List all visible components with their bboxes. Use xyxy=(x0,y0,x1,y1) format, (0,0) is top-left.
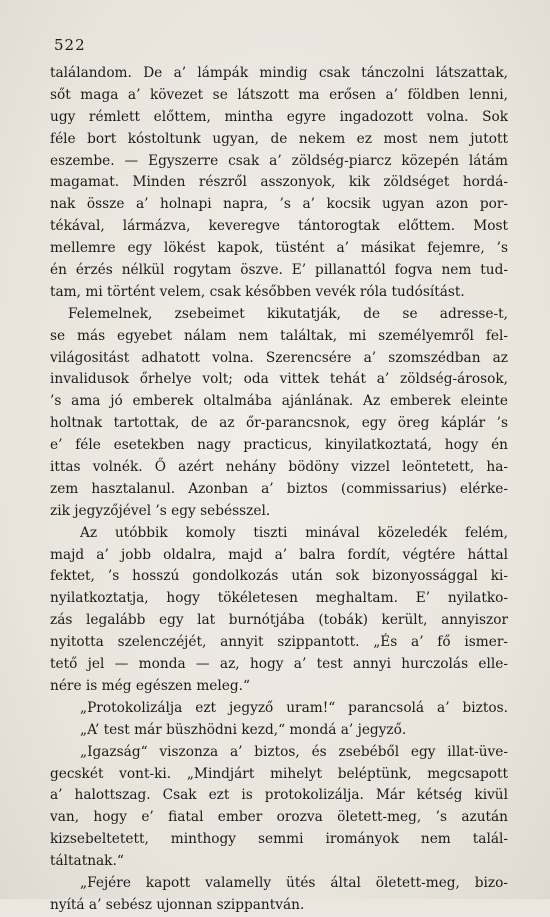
text-line: zás legalább egy lat burnótjába (tobák) került, annyiszor xyxy=(50,612,508,629)
text-line: zik jegyzőjével ’s egy sebésszel. xyxy=(50,502,271,519)
text-line: tam, mi történt velem, csak későbben vevék róla tudósítást. xyxy=(50,283,465,300)
text-line: ittas volnék. Ő azért nehány bödöny vizzel leöntetett, ha- xyxy=(50,459,508,476)
text-line: fektet, ’s hosszú gondolkozás után sok bizonyossággal ki- xyxy=(50,568,508,585)
text-line: „Protokolizálja ezt jegyző uram!“ parancsolá a’ biztos. xyxy=(80,699,508,716)
text-line: tékával, lármázva, keveregve tántorogtak előttem. Most xyxy=(50,218,508,235)
text-line: a’ halottszag. Csak ezt is protokolizálja. Már kétség kivül xyxy=(50,787,508,804)
text-line: invalidusok őrhelye volt; oda vittek tehát a’ zöldség-árosok, xyxy=(50,371,508,388)
text-line: kizsebeltetett, minthogy semmi irományok nem talál- xyxy=(50,831,508,848)
text-line: találandom. De a’ lámpák mindig csak tánczolni látszattak, xyxy=(50,65,508,81)
text-line: „A’ test már büszhödni kezd,“ mondá a’ jegyző. xyxy=(80,721,407,738)
text-line: nére is még egészen meleg.“ xyxy=(50,677,250,694)
text-line: „Igazság“ viszonza a’ biztos, és zsebéből egy illat-üve- xyxy=(80,743,508,760)
text-line: nyilatkoztatja, hogy tökéletesen meghaltam. E’ nyilatko- xyxy=(50,590,508,607)
text-line: van, hogy e’ fiatal ember orozva öletett-meg, ’s azután xyxy=(50,809,508,826)
text-line: „Fejére kapott valamelly ütés által öletett-meg, bizo- xyxy=(80,874,508,891)
text-line: tető jel — monda — az, hogy a’ test annyi hurczolás elle- xyxy=(50,656,508,673)
text-line: féle bort kóstoltunk ugyan, de nekem ez most nem jutott xyxy=(50,130,508,147)
text-line: majd a’ jobb oldalra, majd a’ balra fordít, végtére háttal xyxy=(50,546,508,563)
text-line: eszembe. — Egyszerre csak a’ zöldség-piarcz közepén látám xyxy=(50,152,508,169)
text-line: magamat. Minden részről asszonyok, kik zöldséget hordá- xyxy=(50,174,508,191)
text-line: Az utóbbik komoly tiszti minával közeledék felém, xyxy=(80,524,508,541)
text-line: ugy rémlett előttem, mintha egyre ingadozott volna. Sok xyxy=(50,108,508,125)
text-line: nyitotta szelenczéjét, annyit szippantott. „És a’ fő ismer- xyxy=(50,634,508,651)
text-line: Felemelnek, zsebeimet kikutatják, de se adresse-t, xyxy=(68,305,508,322)
text-line: mellemre egy lökést kapok, tüstént a’ másikat fejemre, ’s xyxy=(50,240,508,257)
text-line: holtnak tartottak, de az őr-parancsnok, egy öreg káplár ’s xyxy=(50,415,508,432)
text-line: nyítá a’ sebész ujonnan szippantván. xyxy=(50,896,305,913)
text-line: e’ féle esetekben nagy practicus, kinyilatkoztatá, hogy én xyxy=(50,437,508,454)
text-line: táltatnak.“ xyxy=(50,853,124,870)
text-line: nak össze a’ holnapi napra, ’s a’ kocsik ugyan azon por- xyxy=(50,196,508,213)
text-line: gecskét vont-ki. „Mindjárt mihelyt beléptünk, megcsapott xyxy=(50,765,508,782)
text-line: én érzés nélkül rogytam öszve. E’ pillanattól fogva nem tud- xyxy=(50,262,508,279)
text-line: ’s ama jó emberek oltalmába ajánlának. Az emberek eleinte xyxy=(50,393,508,410)
page-number: 522 xyxy=(54,36,86,54)
body-text xyxy=(50,63,508,917)
text-line: világositást adhatott volna. Szerencsére a’ szomszédban az xyxy=(50,349,508,366)
text-line: sőt maga a’ kövezet se látszott ma erősen a’ földben lenni, xyxy=(50,86,508,103)
text-line: se más egyebet nálam nem találtak, mi személyemről fel- xyxy=(50,327,508,344)
text-line: zem hasztalanul. Azonban a’ biztos (commissarius) elérke- xyxy=(50,480,508,497)
